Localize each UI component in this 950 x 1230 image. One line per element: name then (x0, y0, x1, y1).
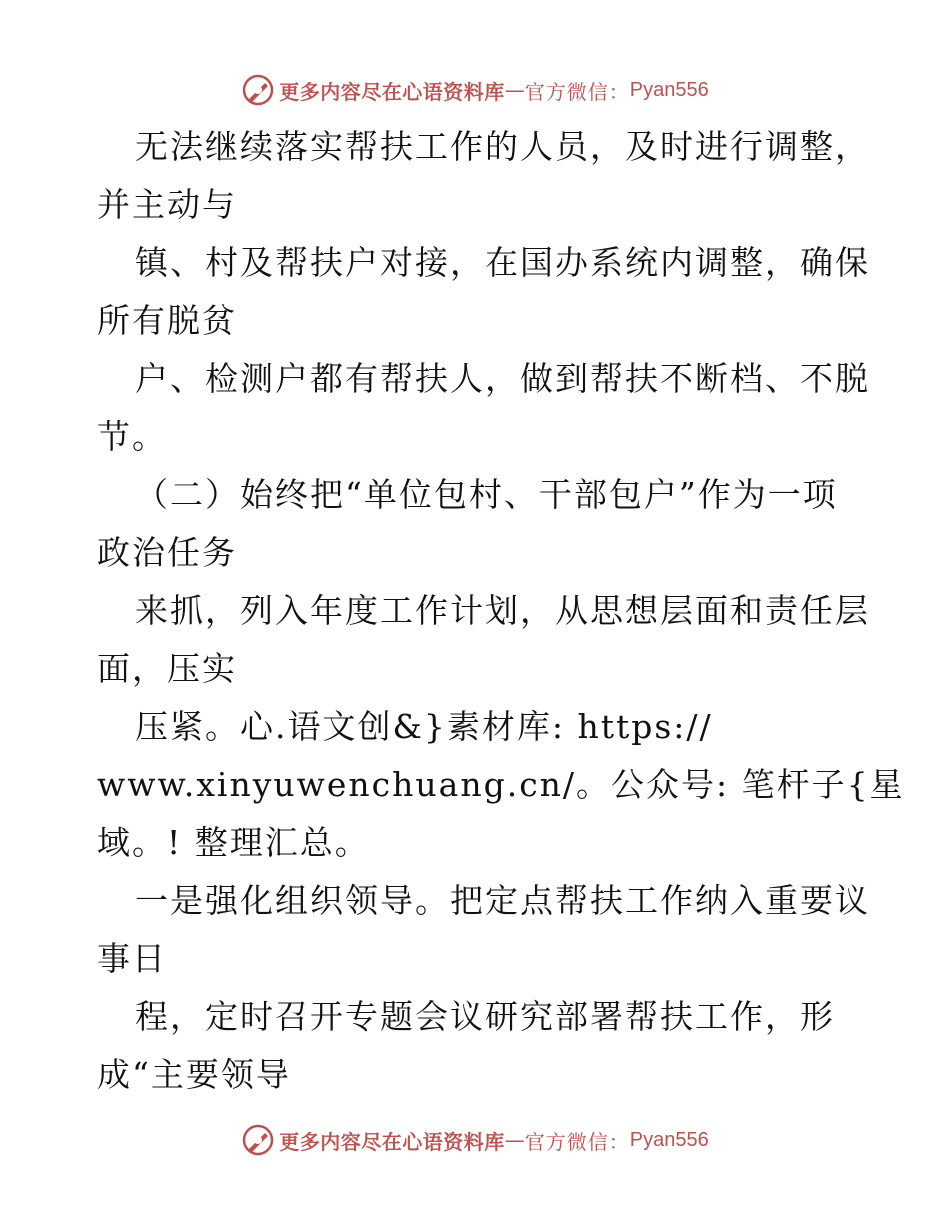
header-wechat-label: 官方微信： (524, 79, 630, 104)
text-line: （二）始终把“单位包村、干部包户”作为一项 (135, 475, 838, 514)
header-banner (0, 70, 950, 110)
text-line: 压紧。心.语文创&}素材库: https:// (135, 707, 713, 746)
text-line: 节。 (97, 417, 167, 456)
footer-site-text: 更多内容尽在心语资料库 (279, 1129, 505, 1154)
text-line: 成“主要领导 (97, 1055, 291, 1094)
footer-banner (0, 1120, 950, 1160)
text-line: 一是强化组织领导。把定点帮扶工作纳入重要议 (135, 881, 870, 920)
text-line: 并主动与 (97, 185, 237, 224)
pen-logo-icon (241, 1123, 275, 1157)
text-line: 无法继续落实帮扶工作的人员，及时进行调整， (135, 127, 870, 166)
text-line: 域。! 整理汇总。 (97, 823, 370, 862)
header-site-text: 更多内容尽在心语资料库 (279, 79, 505, 104)
text-line: 事日 (97, 939, 167, 978)
text-line: www.xinyuwenchuang.cn/。公众号: 笔杆子{星 (97, 765, 905, 804)
header-wechat-id: Pyan556 (629, 78, 709, 101)
footer-wechat-label: 官方微信： (524, 1129, 630, 1154)
text-line: 户、检测户都有帮扶人，做到帮扶不断档、不脱 (135, 359, 870, 398)
text-line: 镇、村及帮扶户对接，在国办系统内调整，确保 (135, 243, 870, 282)
text-line: 程，定时召开专题会议研究部署帮扶工作，形 (135, 997, 835, 1036)
header-dash: — (504, 78, 525, 102)
text-line: 所有脱贫 (97, 301, 237, 340)
text-line: 面，压实 (97, 649, 237, 688)
document-body (97, 118, 905, 1104)
text-line: 来抓，列入年度工作计划，从思想层面和责任层 (135, 591, 870, 630)
footer-wechat-id: Pyan556 (629, 1128, 709, 1151)
pen-logo-icon (241, 73, 275, 107)
footer-dash: — (504, 1128, 525, 1152)
text-line: 政治任务 (97, 533, 237, 572)
